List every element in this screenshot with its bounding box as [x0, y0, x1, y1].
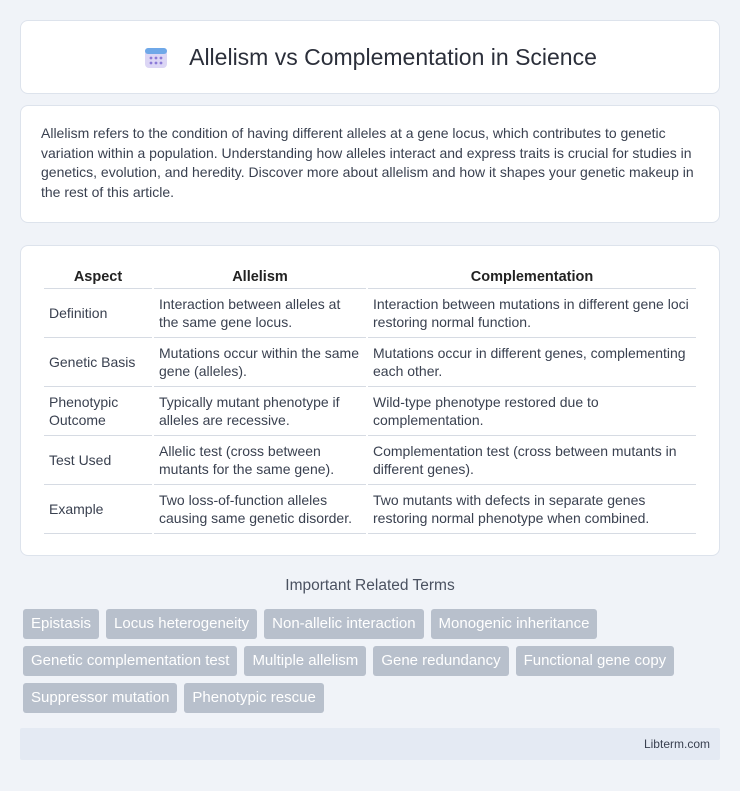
related-term-tag[interactable]: Gene redundancy	[373, 646, 508, 676]
row-aspect: Genetic Basis	[44, 338, 152, 387]
calendar-grid-icon	[143, 44, 169, 70]
header-card	[20, 20, 720, 94]
row-complementation: Complementation test (cross between mutants in different genes).	[368, 436, 696, 485]
related-term-tag[interactable]: Monogenic inheritance	[431, 609, 598, 639]
related-terms-title: Important Related Terms	[285, 577, 455, 594]
related-term-tag[interactable]: Genetic complementation test	[23, 646, 237, 676]
related-term-tag[interactable]: Phenotypic rescue	[184, 683, 323, 713]
row-complementation: Interaction between mutations in different gene loci restoring normal function.	[368, 289, 696, 338]
row-allelism: Two loss-of-function alleles causing same genetic disorder.	[154, 485, 366, 534]
row-aspect: Definition	[44, 289, 152, 338]
header-complementation: Complementation	[368, 264, 696, 289]
footer-site-link[interactable]: Libterm.com	[643, 737, 710, 751]
comparison-table-card	[20, 245, 720, 556]
related-terms-list	[23, 609, 723, 713]
related-term-tag[interactable]: Functional gene copy	[516, 646, 675, 676]
comparison-table	[42, 264, 698, 534]
table-row	[44, 289, 696, 338]
related-term-tag[interactable]: Non-allelic interaction	[264, 609, 423, 639]
intro-text: Allelism refers to the condition of having different alleles at a gene locus, which contributes to genetic variation within a population. Understanding how alleles interact and express traits is crucial for studies in genetics, evolution, and heredity. Discover more about allelism and how it shapes your genetic makeup in the rest of this article.	[41, 125, 694, 200]
row-allelism: Interaction between alleles at the same gene locus.	[154, 289, 366, 338]
table-row	[44, 338, 696, 387]
row-aspect: Example	[44, 485, 152, 534]
header-allelism: Allelism	[154, 264, 366, 289]
row-complementation: Mutations occur in different genes, complementing each other.	[368, 338, 696, 387]
intro-card	[20, 105, 720, 223]
header-aspect: Aspect	[44, 264, 152, 289]
related-term-tag[interactable]: Multiple allelism	[244, 646, 366, 676]
footer	[20, 728, 720, 760]
page-title: Allelism vs Complementation in Science	[189, 43, 597, 70]
row-allelism: Allelic test (cross between mutants for the same gene).	[154, 436, 366, 485]
row-complementation: Wild-type phenotype restored due to complementation.	[368, 387, 696, 436]
table-row	[44, 485, 696, 534]
related-term-tag[interactable]: Suppressor mutation	[23, 683, 177, 713]
related-term-tag[interactable]: Locus heterogeneity	[106, 609, 257, 639]
related-term-tag[interactable]: Epistasis	[23, 609, 99, 639]
row-allelism: Typically mutant phenotype if alleles are recessive.	[154, 387, 366, 436]
table-header-row	[44, 264, 696, 289]
row-complementation: Two mutants with defects in separate genes restoring normal phenotype when combined.	[368, 485, 696, 534]
row-aspect: Phenotypic Outcome	[44, 387, 152, 436]
table-row	[44, 436, 696, 485]
row-aspect: Test Used	[44, 436, 152, 485]
row-allelism: Mutations occur within the same gene (alleles).	[154, 338, 366, 387]
table-row	[44, 387, 696, 436]
